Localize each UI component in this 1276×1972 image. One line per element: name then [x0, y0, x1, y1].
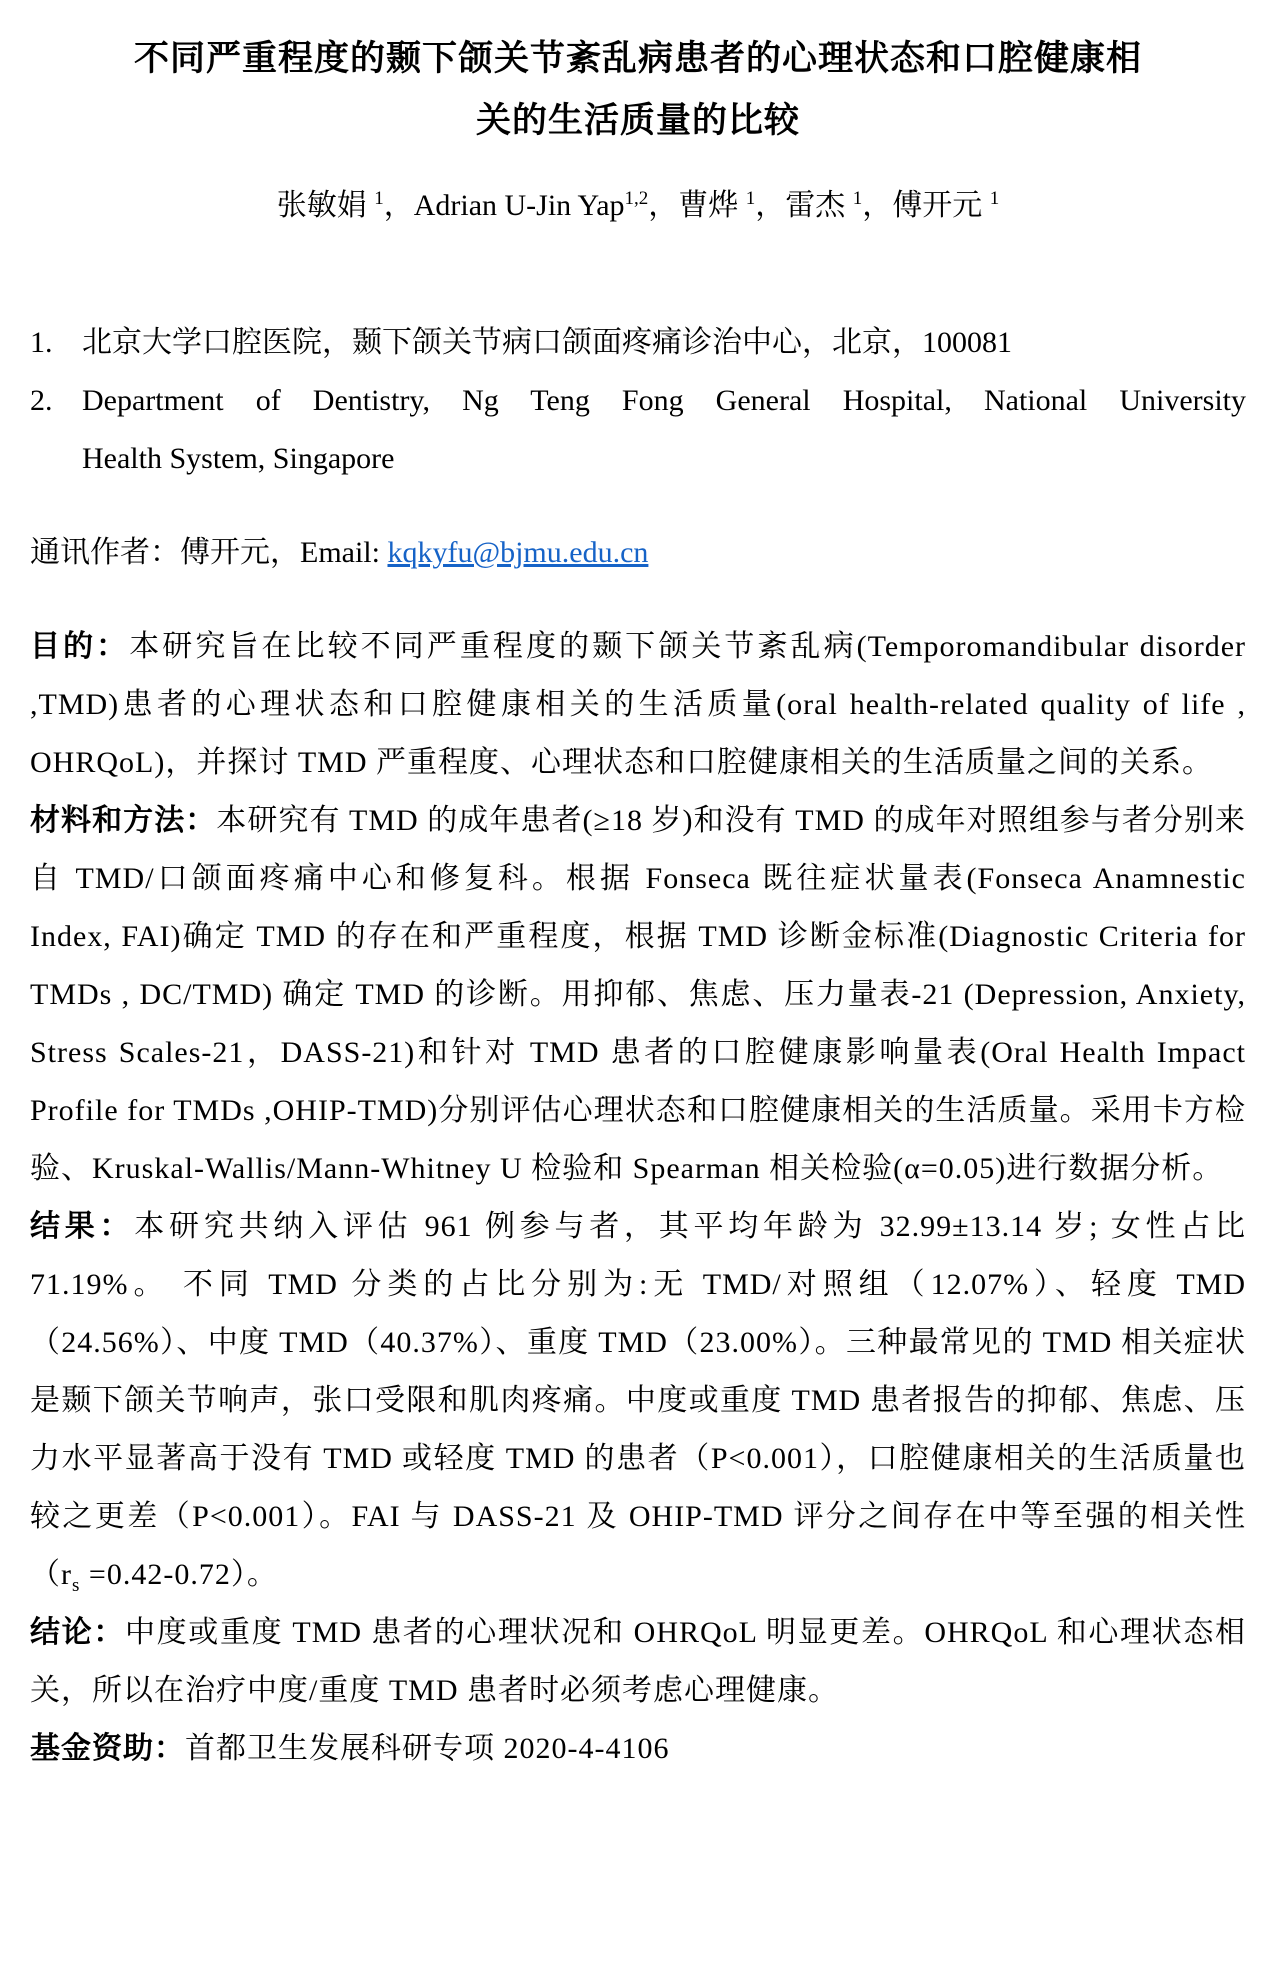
author-affiliation-superscript: 1	[745, 188, 756, 209]
paper-title-line-1: 不同严重程度的颞下颌关节紊乱病患者的心理状态和口腔健康相	[133, 39, 1142, 78]
section-text-methods: 本研究有 TMD 的成年患者(≥18 岁)和没有 TMD 的成年对照组参与者分别来自 TMD/口颌面疼痛中心和修复科。根据 Fonseca 既往症状量表(Fonseca Anamnestic Index, FAI)确定 TMD 的存在和严重程度，根据 TMD 诊断金标准(Diagnostic Criteria for TMDs , DC/TMD) 确定 TMD 的诊断。用抑郁、焦虑、压力量表-21 (Depression, Anxiety, Stress Scales-21，DASS-21)和针对 TMD 患者的口腔健康影响量表(Oral Health Impact Profile for TMDs ,OHIP-TMD)分别评估心理状态和口腔健康相关的生活质量。采用卡方检验、Kruskal-Wallis/Mann-Whitney U 检验和 Spearman 相关检验(α=0.05)进行数据分析。	[30, 804, 1247, 1185]
correspondence-line	[30, 524, 1246, 582]
author-affiliation-superscript: 1,2	[624, 188, 649, 209]
paper-title-line-2: 关的生活质量的比较	[475, 101, 800, 140]
author-list	[30, 186, 1246, 226]
author-name: Adrian U-Jin Yap$^{1,2}$，	[413, 188, 679, 222]
section-label-conclusion: 结论：	[30, 1616, 125, 1649]
author-name: 傅开元 $^1$	[892, 188, 1000, 222]
author-name: 曹烨 $^1$，	[678, 188, 786, 222]
section-label-methods: 材料和方法：	[30, 804, 217, 837]
affiliation-item	[30, 314, 1246, 372]
affiliation-text: 北京大学口腔医院，颞下颌关节病口颌面疼痛诊治中心，北京，100081	[82, 326, 1012, 359]
section-text-results-tail: =0.42-0.72）。	[80, 1558, 278, 1591]
section-text-funding: 首都卫生发展科研专项 2020-4-4106	[185, 1732, 670, 1765]
abstract-section-conclusion	[30, 1604, 1246, 1720]
section-label-funding: 基金资助：	[30, 1732, 185, 1765]
author-separator: ，	[383, 189, 414, 222]
abstract-section-methods	[30, 792, 1246, 1198]
author-separator: ，	[755, 189, 786, 222]
paper-title	[30, 28, 1246, 152]
section-text-conclusion: 中度或重度 TMD 患者的心理状况和 OHRQoL 明显更差。OHRQoL 和心理状态相关，所以在治疗中度/重度 TMD 患者时必须考虑心理健康。	[30, 1616, 1246, 1707]
author-affiliation-superscript: 1	[374, 188, 384, 209]
section-label-objective: 目的：	[30, 630, 130, 663]
affiliation-text-line-2: Health System, Singapore	[82, 442, 395, 475]
author-affiliation-superscript: 1	[852, 188, 863, 209]
section-text-objective: 本研究旨在比较不同严重程度的颞下颌关节紊乱病(Temporomandibular disorder ,TMD)患者的心理状态和口腔健康相关的生活质量(oral health-related quality of life , OHRQoL)，并探讨 TMD 严重程度、心理状态和口腔健康相关的生活质量之间的关系。	[30, 630, 1247, 779]
section-label-results: 结果：	[30, 1210, 135, 1243]
affiliation-text-line-1: Department of Dentistry, Ng Teng Fong General Hospital, National University	[82, 384, 1246, 417]
correspondence-label: 通讯作者：傅开元，Email:	[30, 536, 388, 569]
abstract-section-results	[30, 1198, 1246, 1604]
affiliation-list	[30, 314, 1246, 488]
author-separator: ，	[648, 189, 679, 222]
author-name: 张敏娟 $^1$，	[276, 188, 414, 222]
abstract-body	[30, 618, 1246, 1778]
abstract-section-objective	[30, 618, 1246, 792]
email-link[interactable]: kqkyfu@bjmu.edu.cn	[387, 536, 649, 569]
author-affiliation-superscript: 1	[989, 188, 1000, 209]
affiliation-text	[82, 372, 1246, 488]
subscript-s: s	[72, 1575, 81, 1596]
section-text-results: 本研究共纳入评估 961 例参与者，其平均年龄为 32.99±13.14 岁; 女性占比 71.19%。 不同 TMD 分类的占比分别为:无 TMD/对照组（12.07%）、轻度 TMD（24.56%）、中度 TMD（40.37%）、重度 TMD（23.00%）。三种最常见的 TMD 相关症状是颞下颌关节响声，张口受限和肌肉疼痛。中度或重度 TMD 患者报告的抑郁、焦虑、压力水平显著高于没有 TMD 或轻度 TMD 的患者（P<0.001），口腔健康相关的生活质量也较之更差（P<0.001）。FAI 与 DASS-21 及 OHIP-TMD 评分之间存在中等至强的相关性（r	[30, 1210, 1246, 1591]
author-separator: ，	[862, 189, 893, 222]
affiliation-number: 2.	[30, 384, 53, 417]
affiliation-number: 1.	[30, 326, 53, 359]
author-name: 雷杰 $^1$，	[785, 188, 893, 222]
affiliation-item	[30, 372, 1246, 488]
abstract-section-funding	[30, 1720, 1246, 1778]
